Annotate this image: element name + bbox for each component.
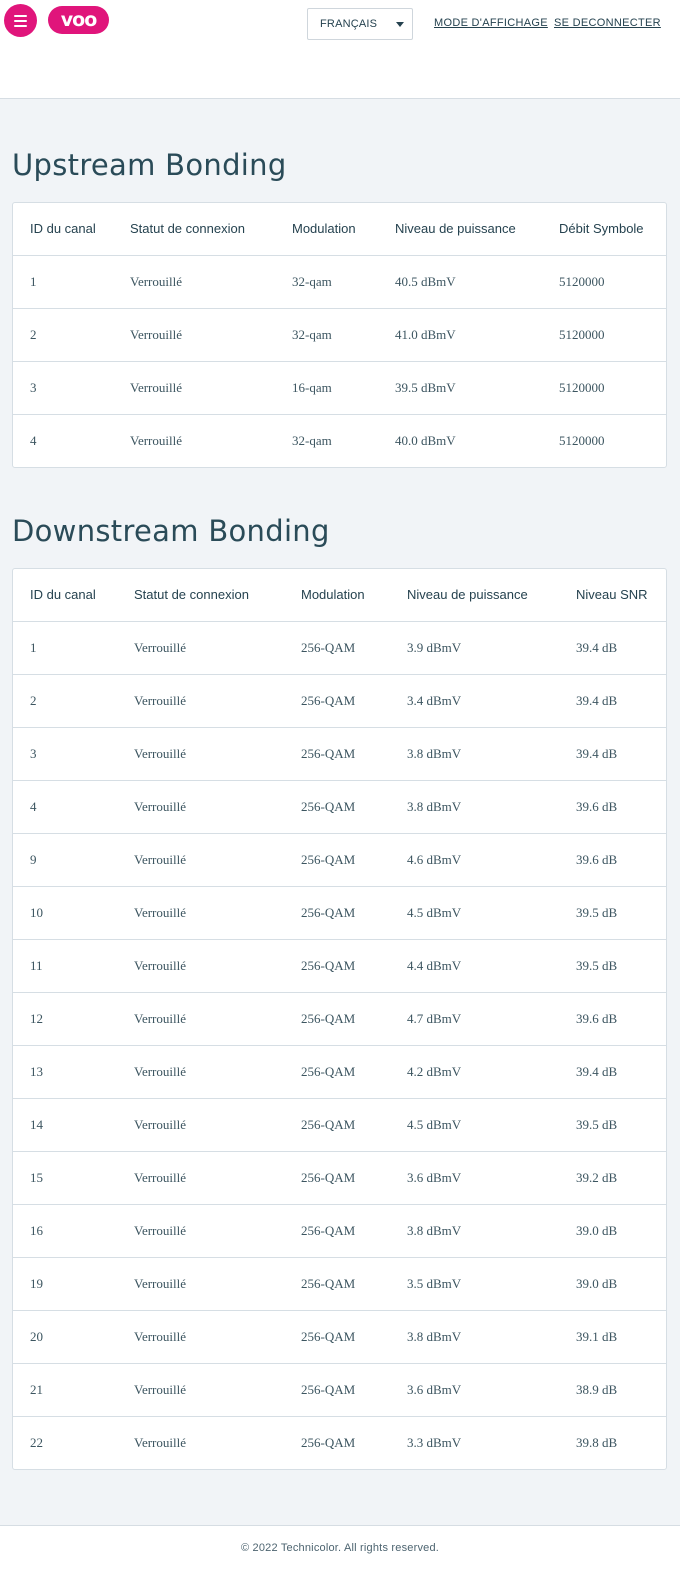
table-cell: 38.9 dB xyxy=(576,1382,618,1397)
table-cell: 40.5 dBmV xyxy=(395,274,456,289)
table-cell: 39.2 dB xyxy=(576,1170,618,1185)
table-cell: 3.5 dBmV xyxy=(407,1276,462,1291)
table-cell: 256-QAM xyxy=(301,1117,356,1132)
table-cell: Verrouillé xyxy=(134,1117,186,1132)
table-cell: 2 xyxy=(30,693,37,708)
table-cell: 256-QAM xyxy=(301,1223,356,1238)
table-row xyxy=(13,728,666,781)
table-cell: 4.5 dBmV xyxy=(407,1117,462,1132)
table-cell: 3.9 dBmV xyxy=(407,640,462,655)
table-cell: Verrouillé xyxy=(134,746,186,761)
table-header-row xyxy=(13,569,666,622)
logout-link[interactable]: SE DECONNECTER xyxy=(554,17,661,29)
table-row xyxy=(13,940,666,993)
column-header: Niveau de puissance xyxy=(407,587,528,602)
table-cell: 40.0 dBmV xyxy=(395,433,456,448)
table-header-row xyxy=(13,203,666,256)
table-cell: 3.3 dBmV xyxy=(407,1435,462,1450)
table-cell: Verrouillé xyxy=(134,1276,186,1291)
table-cell: 12 xyxy=(30,1011,43,1026)
table-cell: 1 xyxy=(30,274,37,289)
table-cell: 5120000 xyxy=(559,380,605,395)
table-cell: 39.6 dB xyxy=(576,852,618,867)
column-header: Débit Symbole xyxy=(559,221,644,236)
table-cell: 4.7 dBmV xyxy=(407,1011,462,1026)
table-row xyxy=(13,415,666,467)
table-cell: Verrouillé xyxy=(134,1382,186,1397)
table-cell: Verrouillé xyxy=(134,1329,186,1344)
column-header: ID du canal xyxy=(30,221,96,236)
table-cell: 22 xyxy=(30,1435,43,1450)
table-cell: 256-QAM xyxy=(301,1329,356,1344)
table-cell: 3.8 dBmV xyxy=(407,746,462,761)
table-cell: 39.4 dB xyxy=(576,693,618,708)
upstream-title: Upstream Bonding xyxy=(12,148,287,182)
table-cell: 39.4 dB xyxy=(576,746,618,761)
table-cell: 11 xyxy=(30,958,43,973)
table-cell: Verrouillé xyxy=(134,1011,186,1026)
table-cell: 3.8 dBmV xyxy=(407,799,462,814)
table-row xyxy=(13,362,666,415)
table-cell: 256-QAM xyxy=(301,1064,356,1079)
table-cell: 39.4 dB xyxy=(576,1064,618,1079)
table-row xyxy=(13,1311,666,1364)
table-row xyxy=(13,1205,666,1258)
table-cell: Verrouillé xyxy=(134,1223,186,1238)
table-cell: 256-QAM xyxy=(301,640,356,655)
table-cell: 21 xyxy=(30,1382,43,1397)
table-row xyxy=(13,1099,666,1152)
top-bar xyxy=(0,0,680,99)
column-header: Statut de connexion xyxy=(134,587,249,602)
voo-logo[interactable] xyxy=(48,6,109,34)
table-cell: Verrouillé xyxy=(130,327,182,342)
table-cell: 4.6 dBmV xyxy=(407,852,462,867)
copyright-text: © 2022 Technicolor. All rights reserved. xyxy=(240,1542,440,1554)
table-cell: 41.0 dBmV xyxy=(395,327,456,342)
table-cell: 14 xyxy=(30,1117,43,1132)
table-cell: 3.6 dBmV xyxy=(407,1170,462,1185)
table-cell: 3.8 dBmV xyxy=(407,1223,462,1238)
table-cell: 256-QAM xyxy=(301,1276,356,1291)
table-row xyxy=(13,675,666,728)
table-cell: 39.5 dB xyxy=(576,958,618,973)
table-cell: 256-QAM xyxy=(301,1170,356,1185)
table-cell: 39.5 dB xyxy=(576,905,618,920)
table-cell: 16 xyxy=(30,1223,43,1238)
table-cell: 3.8 dBmV xyxy=(407,1329,462,1344)
table-cell: 256-QAM xyxy=(301,905,356,920)
table-cell: Verrouillé xyxy=(134,799,186,814)
table-cell: Verrouillé xyxy=(134,1170,186,1185)
table-cell: 4.2 dBmV xyxy=(407,1064,462,1079)
table-cell: 2 xyxy=(30,327,37,342)
column-header: Modulation xyxy=(292,221,356,236)
table-cell: 256-QAM xyxy=(301,1382,356,1397)
footer xyxy=(0,1525,680,1570)
column-header: Statut de connexion xyxy=(130,221,245,236)
table-cell: 32-qam xyxy=(292,274,332,289)
table-cell: 256-QAM xyxy=(301,693,356,708)
table-cell: Verrouillé xyxy=(134,640,186,655)
table-cell: 5120000 xyxy=(559,327,605,342)
display-mode-link[interactable]: MODE D'AFFICHAGE xyxy=(434,17,548,29)
table-row xyxy=(13,993,666,1046)
table-cell: 5120000 xyxy=(559,274,605,289)
table-cell: 19 xyxy=(30,1276,43,1291)
table-cell: 3 xyxy=(30,380,37,395)
table-cell: 256-QAM xyxy=(301,746,356,761)
logo-text: voo xyxy=(60,8,97,31)
table-cell: 4 xyxy=(30,433,37,448)
table-row xyxy=(13,309,666,362)
table-cell: 256-QAM xyxy=(301,958,356,973)
table-cell: Verrouillé xyxy=(134,958,186,973)
column-header: Niveau de puissance xyxy=(395,221,516,236)
table-cell: Verrouillé xyxy=(130,380,182,395)
table-cell: 39.6 dB xyxy=(576,1011,618,1026)
table-row xyxy=(13,1046,666,1099)
table-cell: 39.5 dBmV xyxy=(395,380,456,395)
table-cell: 39.0 dB xyxy=(576,1276,618,1291)
table-cell: 39.6 dB xyxy=(576,799,618,814)
table-cell: 256-QAM xyxy=(301,799,356,814)
table-cell: Verrouillé xyxy=(130,274,182,289)
caret-down-icon xyxy=(396,22,404,27)
table-row xyxy=(13,781,666,834)
table-cell: 5120000 xyxy=(559,433,605,448)
table-row xyxy=(13,256,666,309)
table-row xyxy=(13,622,666,675)
language-select[interactable] xyxy=(307,8,413,40)
upstream-table xyxy=(12,202,667,468)
hamburger-menu-icon[interactable] xyxy=(4,4,37,37)
column-header: ID du canal xyxy=(30,587,96,602)
table-cell: Verrouillé xyxy=(134,905,186,920)
table-cell: 39.0 dB xyxy=(576,1223,618,1238)
table-cell: 256-QAM xyxy=(301,852,356,867)
table-cell: 39.1 dB xyxy=(576,1329,618,1344)
table-row xyxy=(13,1364,666,1417)
table-cell: 9 xyxy=(30,852,37,867)
table-cell: 13 xyxy=(30,1064,43,1079)
table-row xyxy=(13,834,666,887)
downstream-table xyxy=(12,568,667,1470)
table-cell: 3.4 dBmV xyxy=(407,693,462,708)
table-cell: 256-QAM xyxy=(301,1011,356,1026)
table-row xyxy=(13,1417,666,1469)
table-row xyxy=(13,887,666,940)
table-cell: 39.4 dB xyxy=(576,640,618,655)
column-header: Modulation xyxy=(301,587,365,602)
language-selected-value: FRANÇAIS xyxy=(320,18,378,30)
column-header: Niveau SNR xyxy=(576,587,648,602)
table-cell: 4 xyxy=(30,799,37,814)
table-cell: 3 xyxy=(30,746,37,761)
table-body xyxy=(13,622,666,1469)
table-cell: 16-qam xyxy=(292,380,332,395)
table-body xyxy=(13,256,666,467)
table-cell: 1 xyxy=(30,640,37,655)
table-row xyxy=(13,1152,666,1205)
downstream-title: Downstream Bonding xyxy=(12,514,330,548)
table-cell: 10 xyxy=(30,905,43,920)
table-cell: 3.6 dBmV xyxy=(407,1382,462,1397)
table-cell: Verrouillé xyxy=(134,1064,186,1079)
table-cell: Verrouillé xyxy=(134,693,186,708)
table-cell: Verrouillé xyxy=(130,433,182,448)
table-cell: 32-qam xyxy=(292,327,332,342)
table-cell: Verrouillé xyxy=(134,1435,186,1450)
table-cell: 15 xyxy=(30,1170,43,1185)
table-cell: 4.4 dBmV xyxy=(407,958,462,973)
table-cell: Verrouillé xyxy=(134,852,186,867)
table-cell: 39.8 dB xyxy=(576,1435,618,1450)
table-cell: 39.5 dB xyxy=(576,1117,618,1132)
table-row xyxy=(13,1258,666,1311)
table-cell: 4.5 dBmV xyxy=(407,905,462,920)
table-cell: 32-qam xyxy=(292,433,332,448)
table-cell: 256-QAM xyxy=(301,1435,356,1450)
table-cell: 20 xyxy=(30,1329,43,1344)
